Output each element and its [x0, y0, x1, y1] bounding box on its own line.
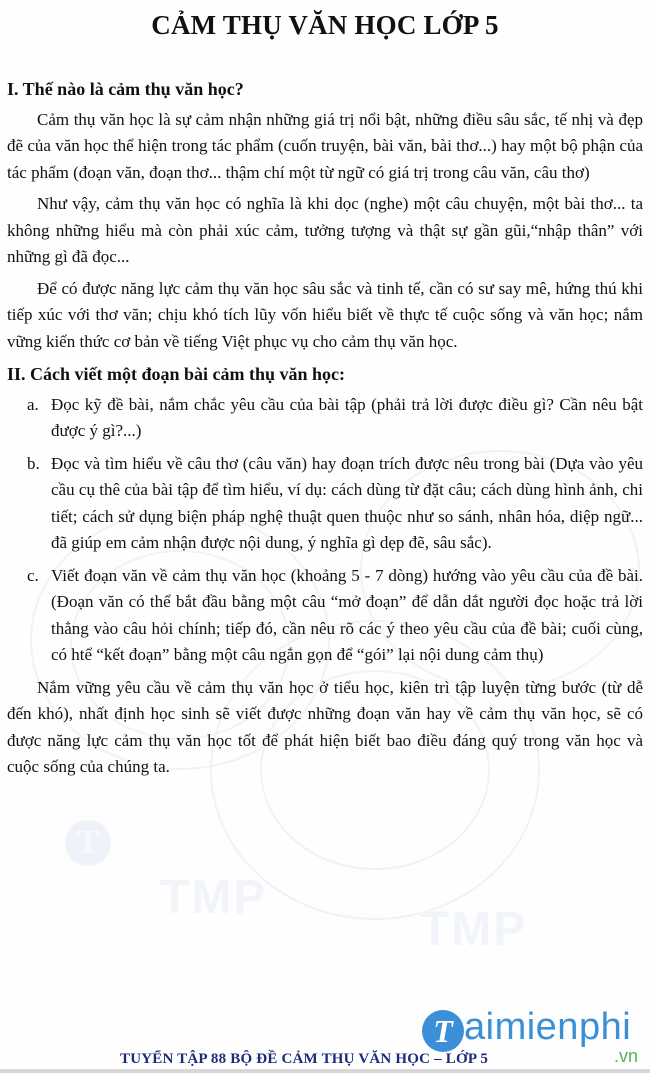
watermark-t-icon: T: [65, 820, 111, 866]
list-item-text: Đọc kỹ đề bài, nắm chắc yêu cầu của bài tập (phải trả lời được điều gì? Cần nêu bật được ý gì?...): [51, 394, 643, 440]
logo-t-icon: T: [422, 1010, 464, 1052]
paragraph: Như vậy, cảm thụ văn học có nghĩa là khi dọc (nghe) một câu chuyện, một bài thơ... ta không những hiểu mà còn phải xúc cảm, tưởng tượng và thật sự gần gũi,“nhập thân” với những gì đã đọc...: [7, 194, 643, 266]
list-item-text: Viết đoạn văn về cảm thụ văn học (khoảng 5 - 7 dòng) hướng vào yêu cầu của đề bài. (Đoạn văn có thể bắt đầu bằng một câu “mở đoạn” để dẫn dắt người đọc hoặc trả lời thẳng vào câu hỏi chính; tiếp đó, cần nêu rõ các ý theo yêu cầu của đề bài; cuối cùng, có htể “kết đoạn” bằng một câu ngắn gọn để “gói” lại nội dung cảm thụ): [51, 565, 643, 664]
bottom-divider: [0, 1069, 650, 1073]
list-item-text: Đọc và tìm hiểu về câu thơ (câu văn) hay đoạn trích được nêu trong bài (Dựa vào yêu cầu cụ thê của bài tập để tìm hiểu, ví dụ: cách dùng từ đặt câu; cách dùng hình ảnh, chi tiết; cách sử dụng biện pháp nghệ thuật quen thuộc như so sánh, nhân hóa, diệp ngữ... đã giúp em cảm nhận được nội dung, ý nghĩa gì dẹp đẽ, sâu sắc).: [51, 453, 643, 552]
closing-paragraph: Nắm vững yêu cầu về cảm thụ văn học ở tiểu học, kiên trì tập luyện từng bước (từ dễ đến khó), nhất định học sinh sẽ viết được những đoạn văn hay về cảm thụ văn học, sẽ có được năng lực cảm thụ văn học tốt để phát hiện biết bao điều đáng quý trong văn học và cuộc sống của chúng ta.: [7, 677, 643, 776]
list-marker: c.: [27, 565, 39, 585]
logo-tld: .vn: [614, 1046, 639, 1066]
list-item: [27, 563, 643, 669]
document-body: [7, 76, 643, 786]
watermark-text: TMP: [420, 903, 528, 956]
section-heading-1: I. Thế nào là cảm thụ văn học?: [7, 79, 244, 99]
watermark-text: TMP: [160, 871, 268, 924]
paragraph: Cảm thụ văn học là sự cảm nhận những giá trị nổi bật, những điều sâu sắc, tế nhị và đẹp đẽ của văn học thể hiện trong tác phẩm (cuốn truyện, bài văn, bài thơ...) hay một bộ phận của tác phẩm (đoạn văn, đoạn thơ... thậm chí một từ ngữ có giá trị trong câu văn, câu thơ): [7, 109, 643, 182]
logo-name: aimienphi: [464, 1006, 632, 1048]
section-heading-2: II. Cách viết một đoạn bài cảm thụ văn học:: [7, 364, 346, 384]
steps-list: [27, 392, 643, 669]
paragraph: Để có được năng lực cảm thụ văn học sâu sắc và tinh tế, cần có sư say mê, hứng thú khi tiếp xúc với thơ văn; chịu khó tích lũy vốn hiểu biết về thực tế cuộc sống và văn học; nắm vững kiến thức cơ bản về tiếng Việt phục vụ cho cảm thụ văn học.: [7, 278, 643, 351]
list-item: [27, 392, 643, 445]
list-marker: a.: [27, 394, 39, 414]
page-footer: TUYỂN TẬP 88 BỘ ĐỀ CẢM THỤ VĂN HỌC – LỚP 5: [120, 1051, 489, 1067]
list-item: [27, 451, 643, 557]
list-marker: b.: [27, 453, 40, 473]
page-title: CẢM THỤ VĂN HỌC LỚP 5: [151, 10, 499, 40]
